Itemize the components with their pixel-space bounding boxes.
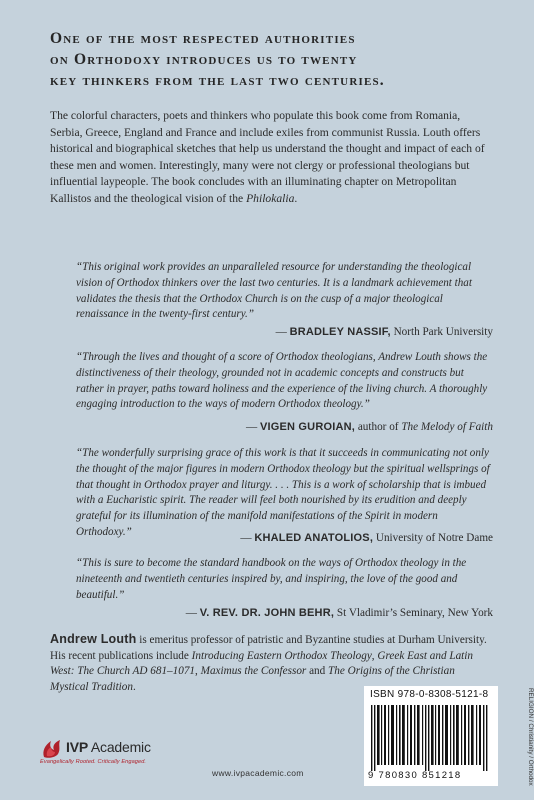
endorsement-attribution: — BRADLEY NASSIF, North Park University — [275, 326, 493, 338]
bio-end: . — [132, 680, 136, 693]
bio-separator: , — [195, 665, 201, 678]
endorser-affiliation: University of Notre Dame — [375, 532, 493, 544]
endorser-affiliation: St Vladimir’s Seminary, New York — [336, 607, 493, 619]
endorsement-attribution: — KHALED ANATOLIOS, University of Notre Dame — [240, 532, 493, 544]
publisher-tagline: Evangelically Rooted. Critically Engaged. — [40, 759, 147, 765]
publisher-name — [66, 739, 151, 755]
endorser-name: KHALED ANATOLIOS, — [254, 532, 374, 544]
headline-line: One of the most respected authorities — [50, 30, 356, 47]
bio-book-title: Introducing Eastern Orthodox Theology — [191, 649, 372, 662]
bio-book-title: Maximus the Confessor — [200, 665, 307, 678]
endorser-affiliation-prefix: author of — [357, 421, 402, 433]
publisher-name-rest: Academic — [87, 739, 151, 755]
headline-line: key thinkers from the last two centuries. — [50, 72, 385, 89]
publisher-website: www.ivpacademic.com — [212, 768, 304, 778]
endorsement-quote: “This original work provides an unparalleled resource for understanding the theological vision of Orthodox thinkers over the last two centuries. It is a landmark achievement that validates the thesis that the Orthodox Church is on the cusp of a major theological renaissance in the twenty-first century.” — [76, 261, 472, 321]
barcode-icon — [369, 705, 493, 771]
bio-separator: and — [306, 665, 329, 678]
headline-line: on Orthodoxy introduces us to twenty — [50, 51, 358, 68]
description-italic-title: Philokalia — [246, 191, 295, 205]
endorser-affiliation: North Park University — [393, 326, 493, 338]
endorsement-attribution: — V. REV. DR. JOHN BEHR, St Vladimir’s Seminary, New York — [185, 607, 493, 619]
endorsement-quote: “This is sure to become the standard handbook on the ways of Orthodox theology in the nineteenth and twentieth centuries inspired by, and inspiring, the love of the good and beautiful.” — [76, 557, 467, 601]
barcode-digits: 9 780830 851218 — [368, 770, 462, 781]
endorser-book-title: The Melody of Faith — [401, 421, 493, 433]
endorsement-attribution: — VIGEN GUROIAN, author of The Melody of Faith — [245, 421, 493, 433]
barcode-box — [364, 686, 498, 786]
description-end: . — [294, 191, 298, 205]
category-label: RELIGION / Christianity / Orthodox — [527, 688, 534, 786]
book-description — [50, 108, 495, 207]
ivp-flame-icon — [40, 737, 66, 759]
description-text: The colorful characters, poets and thinkers who populate this book come from Romania, Serbia, Greece, England and France and include exiles from communist Russia. Louth offers historical and biographical sketches that help us understand the thought and impact of each of these men and women. Interestingly, many were not clergy or professional theologians but influential laypeople. The book concludes with an illuminating chapter on Metropolitan Kallistos and the theological vision of the — [50, 109, 485, 205]
bio-separator: , — [371, 649, 378, 662]
isbn-label: ISBN 978-0-8308-5121-8 — [370, 689, 489, 700]
bio-book-title: Greek East and Latin West: The Church AD 681–1071 — [50, 649, 473, 678]
endorser-name: VIGEN GUROIAN, — [259, 421, 356, 433]
endorser-name: V. REV. DR. JOHN BEHR, — [199, 607, 335, 619]
endorser-name: BRADLEY NASSIF, — [289, 326, 391, 338]
headline — [50, 28, 500, 91]
endorsement-quote: “The wonderfully surprising grace of this work is that it succeeds in communicating not only the thought of the major figures in modern Orthodox theology but the spiritual wellsprings of that thought in Orthodox prayer and liturgy. . . . This is a work of scholarship that is imbued with a Eucharistic spirit. The reader will feel both nourished by its erudition and deeply grateful for its illumination of the manifold manifestations of the Spirit in modern Orthodoxy.” — [76, 447, 490, 538]
bio-book-title: The Origins of the Christian Mystical Tradition — [50, 665, 455, 693]
endorsement-quote: “Through the lives and thought of a score of Orthodox theologians, Andrew Louth shows the distinctiveness of their theology, grounded not in academic concepts and constructs but rather in prayer, paths toward holiness and the experience of the living church. A thoroughly engaging introduction to the ways of modern Orthodox theology.” — [76, 351, 488, 411]
publisher-logo — [40, 735, 180, 785]
publisher-name-bold: IVP — [66, 739, 88, 755]
bio-text: is emeritus professor of patristic and Byzantine studies at Durham University. His recent publications include — [50, 634, 487, 662]
author-name: Andrew Louth — [50, 632, 137, 646]
